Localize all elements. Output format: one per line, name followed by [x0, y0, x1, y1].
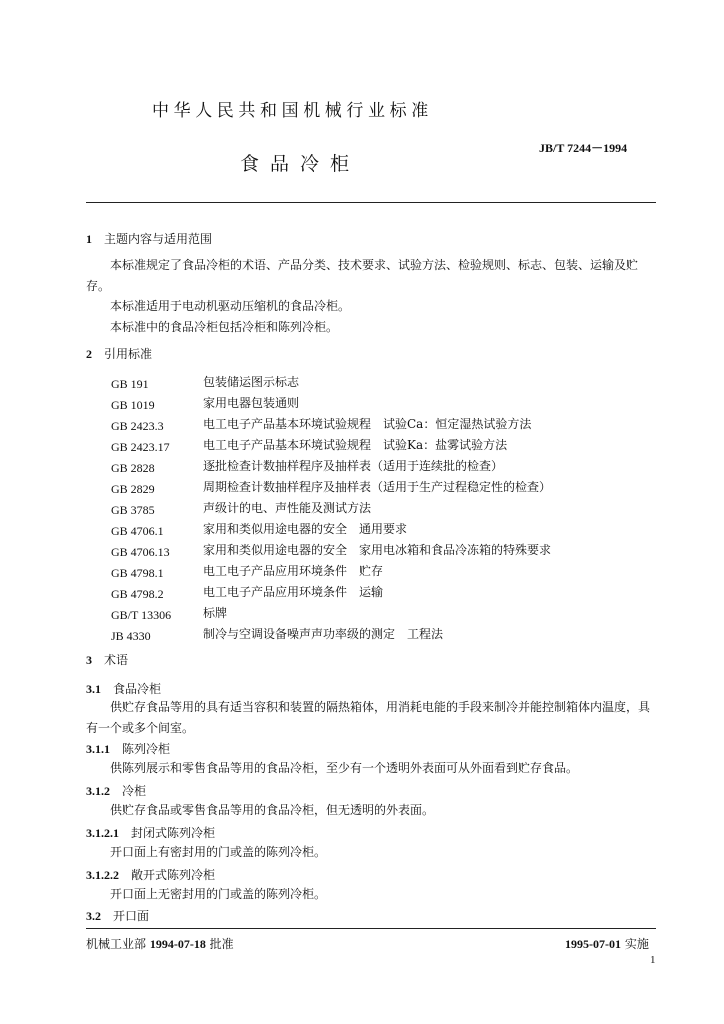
section-3-1-1-heading — [86, 740, 170, 757]
page-number: 1 — [650, 954, 656, 966]
section-3-2-heading — [86, 907, 149, 924]
reference-title: 周期检查计数抽样程序及抽样表（适用于生产过程稳定性的检查） — [203, 480, 552, 494]
section-3-heading — [86, 651, 128, 668]
section-3-1-1-paragraph: 供陈列展示和零售食品等用的食品冷柜，至少有一个透明外表面可从外面看到贮存食品。 — [110, 761, 579, 775]
reference-title: 家用和类似用途电器的安全 家用电冰箱和食品冷冻箱的特殊要求 — [203, 543, 552, 557]
page-header — [0, 0, 724, 210]
section-number: 2 — [86, 347, 92, 361]
section-1-paragraph-2: 本标准适用于电动机驱动压缩机的食品冷柜。 — [110, 299, 351, 313]
reference-code: GB 2423.17 — [111, 440, 170, 454]
section-title: 陈列冷柜 — [122, 742, 171, 756]
reference-title: 标牌 — [203, 606, 228, 620]
standard-number: JB/T 7244－1994 — [539, 141, 628, 155]
section-3-1-2-heading — [86, 782, 146, 799]
section-number: 3.1 — [86, 682, 101, 696]
reference-item — [111, 625, 151, 644]
reference-title: 制冷与空调设备噪声声功率级的测定 工程法 — [203, 627, 444, 641]
section-2-heading — [86, 345, 152, 362]
reference-code: GB 2829 — [111, 482, 155, 496]
reference-item — [111, 373, 149, 392]
reference-title: 家用电器包装通则 — [203, 396, 300, 410]
reference-code: GB 2423.3 — [111, 419, 164, 433]
implementation-info — [565, 935, 649, 952]
section-number: 3.1.2.2 — [86, 868, 119, 882]
reference-item — [111, 457, 155, 476]
reference-item — [111, 520, 164, 539]
reference-code: GB 4706.13 — [111, 545, 170, 559]
reference-code: GB/T 13306 — [111, 608, 172, 622]
reference-code: GB 2828 — [111, 461, 155, 475]
footer-rule — [86, 928, 656, 929]
section-number: 1 — [86, 232, 92, 246]
approval-date: 1994-07-18 — [149, 937, 206, 951]
reference-item — [111, 562, 164, 581]
reference-code: GB 1019 — [111, 398, 155, 412]
reference-title: 家用和类似用途电器的安全 通用要求 — [203, 522, 408, 536]
reference-item — [111, 436, 170, 455]
reference-title: 电工电子产品基本环境试验规程 试验Ca：恒定湿热试验方法 — [203, 417, 532, 431]
reference-title: 逐批检查计数抽样程序及抽样表（适用于连续批的检查） — [203, 459, 504, 473]
approver: 机械工业部 — [86, 937, 147, 951]
reference-title: 声级计的电、声性能及测试方法 — [203, 501, 372, 515]
section-1-paragraph-1: 本标准规定了食品冷柜的术语、产品分类、技术要求、试验方法、检验规则、标志、包装、运输及贮存。 — [86, 258, 639, 293]
section-number: 3.1.1 — [86, 742, 110, 756]
section-title: 食品冷柜 — [113, 682, 162, 696]
implementation-word: 实施 — [624, 937, 649, 951]
reference-item — [111, 499, 155, 518]
reference-code: GB 3785 — [111, 503, 155, 517]
implementation-date: 1995-07-01 — [565, 937, 621, 951]
section-1-heading — [86, 230, 212, 247]
section-3-1-2-1-paragraph: 开口面上有密封用的门或盖的陈列冷柜。 — [110, 845, 327, 859]
issuing-organization: 中华人民共和国机械行业标准 — [152, 101, 433, 121]
section-3-1-2-1-heading — [86, 824, 215, 841]
reference-item — [111, 583, 164, 602]
reference-code: GB 4798.1 — [111, 566, 164, 580]
section-3-1-2-paragraph: 供贮存食品或零售食品等用的食品冷柜，但无透明的外表面。 — [110, 803, 435, 817]
reference-title: 包装储运图示标志 — [203, 375, 300, 389]
reference-item — [111, 478, 155, 497]
section-title: 封闭式陈列冷柜 — [131, 826, 216, 840]
reference-code: GB 4706.1 — [111, 524, 164, 538]
reference-title: 电工电子产品应用环境条件 运输 — [203, 585, 384, 599]
reference-code: GB 4798.2 — [111, 587, 164, 601]
section-3-1-2-2-paragraph: 开口面上无密封用的门或盖的陈列冷柜。 — [110, 887, 327, 901]
header-rule — [86, 202, 656, 203]
reference-code: JB 4330 — [111, 629, 151, 643]
reference-item — [111, 394, 155, 413]
approval-info — [86, 935, 234, 952]
document-title: 食品冷柜 — [240, 153, 361, 175]
reference-title: 电工电子产品应用环境条件 贮存 — [203, 564, 384, 578]
section-3-1-2-2-heading — [86, 866, 215, 883]
section-1-paragraph-3: 本标准中的食品冷柜包括冷柜和陈列冷柜。 — [110, 320, 339, 334]
section-title: 引用标准 — [104, 347, 153, 361]
section-title: 敞开式陈列冷柜 — [131, 868, 216, 882]
section-title: 冷柜 — [122, 784, 147, 798]
section-number: 3.1.2 — [86, 784, 110, 798]
reference-item — [111, 415, 164, 434]
section-3-1-paragraph: 供贮存食品等用的具有适当容积和装置的隔热箱体，用消耗电能的手段来制冷并能控制箱体内温度，具有一个或多个间室。 — [86, 700, 651, 735]
reference-code: GB 191 — [111, 377, 149, 391]
section-number: 3.1.2.1 — [86, 826, 119, 840]
approval-word: 批准 — [209, 937, 234, 951]
section-number: 3 — [86, 653, 92, 667]
section-title: 开口面 — [113, 909, 150, 923]
section-3-1-heading — [86, 680, 161, 697]
reference-item — [111, 604, 171, 623]
section-title: 术语 — [104, 653, 129, 667]
section-title: 主题内容与适用范围 — [104, 232, 213, 246]
reference-title: 电工电子产品基本环境试验规程 试验Ka：盐雾试验方法 — [203, 438, 508, 452]
section-number: 3.2 — [86, 909, 101, 923]
reference-item — [111, 541, 170, 560]
